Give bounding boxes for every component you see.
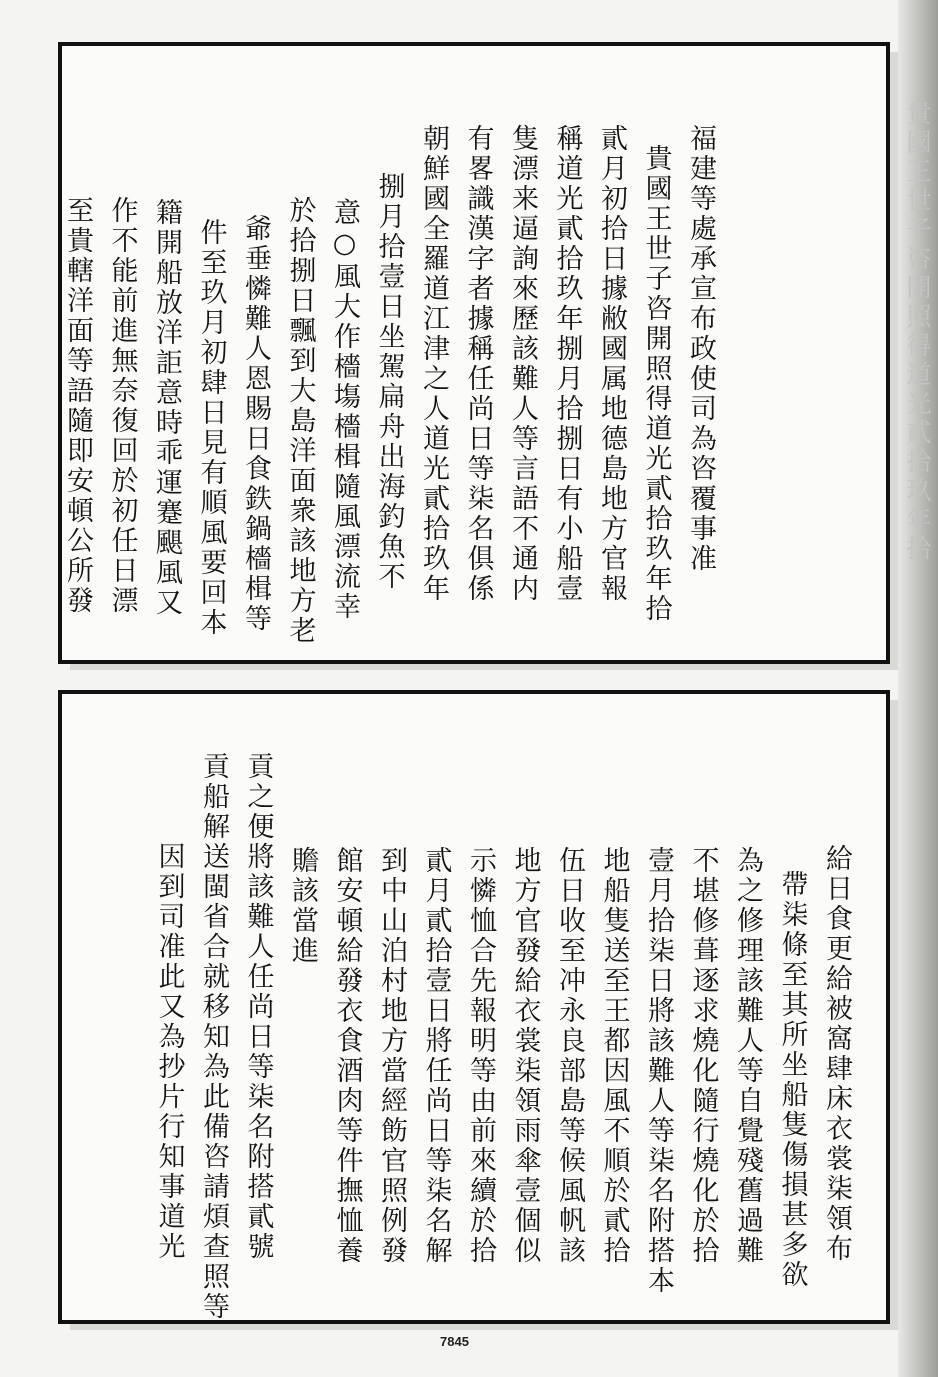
text-column: 地船隻送至王都因風不順於貳拾 (598, 846, 630, 1266)
text-column: 朝鮮國全羅道江津之人道光貳拾玖年 (418, 124, 449, 604)
text-column: 伍日收至冲永良部島等候風帆該 (554, 846, 585, 1266)
text-column: 給日食更給被窩肆床衣裳柒領布 (821, 844, 852, 1264)
document-panel-bottom (58, 690, 890, 1324)
text-column: 至貴轄洋面等語隨即安頓公所發 (62, 196, 93, 616)
text-column: 貳月初拾日據敝國属地德島地方官報 (596, 124, 627, 604)
bottom-text-columns (62, 694, 886, 1320)
text-column: 貢船解送閩省合就移知為此備咨請煩查照等 (198, 752, 229, 1322)
text-column: 隻漂来逼詢來歷該難人等言語不通内 (507, 124, 538, 604)
text-column: 捌月拾壹日坐駕扁舟出海釣魚不 (373, 172, 405, 592)
text-column: 件至玖月初肆日見有順風要回本 (195, 218, 227, 638)
text-column: 到中山泊村地方當經飭官照例發 (376, 846, 407, 1266)
text-column: 示憐恤合先報明等由前來續於拾 (465, 846, 496, 1266)
text-column: 於拾捌日飄到大島洋面衆該地方老 (284, 196, 316, 646)
top-text-columns (62, 46, 886, 660)
text-column: 贍該當進 (287, 846, 318, 966)
text-column: 爺垂憐難人恩賜日食鉄鍋檣楫等 (240, 214, 271, 634)
text-column: 貢之便將該難人任尚日等柒名附搭貳號 (242, 752, 274, 1262)
text-column: 壹月拾柒日將該難人等柒名附搭本 (643, 846, 674, 1296)
page-number: 7845 (440, 1334, 469, 1349)
text-column: 稱道光貳拾玖年捌月拾捌日有小船壹 (551, 124, 583, 604)
document-panel-top (58, 42, 890, 664)
text-column: 意○風大作檣塲檣楫隨風漂流幸 (329, 198, 360, 622)
text-column: 貴國王世子咨開照得道光貳拾玖年拾 (640, 144, 672, 624)
text-column: 福建等處承宣布政使司為咨覆事准 (685, 124, 716, 574)
text-column: 作不能前進無奈復回於初任日漂 (106, 196, 138, 616)
text-column: 不堪修葺逐求燒化隨行燒化於拾 (687, 846, 719, 1266)
text-column: 貳月貳拾壹日將任尚日等柒名解 (420, 846, 452, 1266)
text-column: 因到司准此又為抄片行知事道光 (153, 842, 185, 1262)
text-column: 地方官發給衣裳柒領雨傘壹個似 (509, 846, 541, 1266)
text-column: 為之修理該難人等自覺殘舊過難 (732, 846, 763, 1266)
text-column: 帶柒條至其所坐船隻傷損甚多欲 (776, 870, 808, 1290)
text-column: 有畧識漢字者據稱任尚日等柒名俱係 (462, 124, 494, 604)
bleed-through-text: 貴國王世子咨開照得道光貳拾玖年拾 (903, 100, 932, 564)
text-column: 館安頓給發衣食酒肉等件撫恤養 (331, 846, 363, 1266)
text-column: 籍開船放洋詎意時乖運蹇颶風又 (151, 198, 182, 618)
